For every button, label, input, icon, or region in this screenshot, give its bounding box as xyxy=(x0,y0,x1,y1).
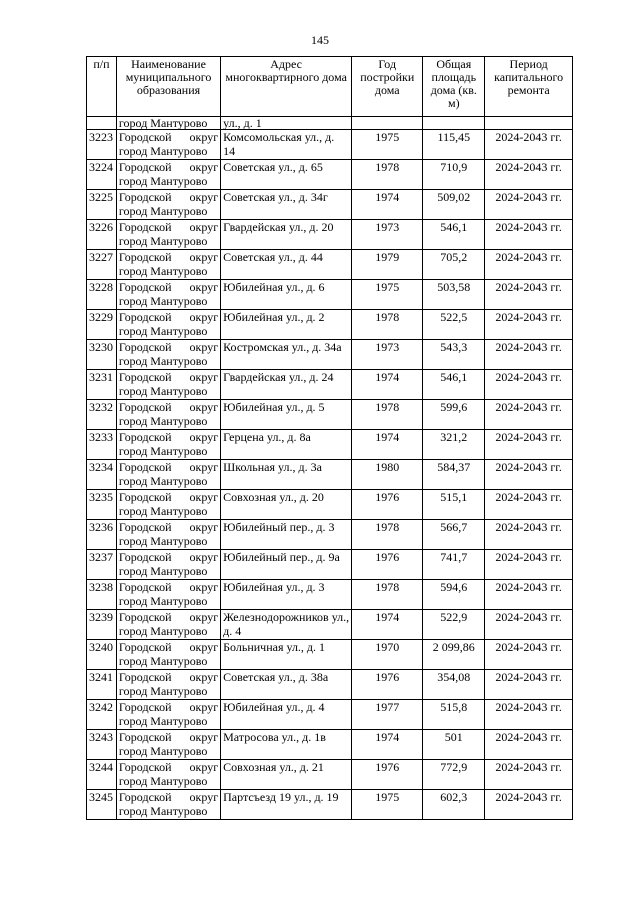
municipality-city: город Мантурово xyxy=(118,744,208,758)
row-number: 3228 xyxy=(87,280,117,310)
municipality-type xyxy=(119,670,218,684)
municipality-type-b: округ xyxy=(189,370,219,384)
construction-year: 1973 xyxy=(352,220,423,250)
municipality-type-b: округ xyxy=(189,310,219,324)
row-number: 3237 xyxy=(87,550,117,580)
municipality-type-b: округ xyxy=(189,220,219,234)
row-number: 3238 xyxy=(87,580,117,610)
row-number: 3243 xyxy=(87,730,117,760)
header-name: Наименование муниципального образования xyxy=(116,57,220,117)
table-row xyxy=(87,340,573,370)
building-address: Гвардейская ул., д. 24 xyxy=(221,370,352,400)
table-row xyxy=(87,760,573,790)
municipality-name xyxy=(116,250,220,280)
total-area: 501 xyxy=(423,730,485,760)
municipality-city: город Мантурово xyxy=(118,564,208,578)
municipality-type-a: Городской xyxy=(118,430,172,444)
municipality-type xyxy=(119,790,218,804)
construction-year: 1974 xyxy=(352,370,423,400)
municipality-type xyxy=(119,430,218,444)
table-row xyxy=(87,700,573,730)
total-area: 2 099,86 xyxy=(423,640,485,670)
municipality-city: город Мантурово xyxy=(118,714,208,728)
construction-year: 1978 xyxy=(352,520,423,550)
municipality-city: город Мантурово xyxy=(118,234,208,248)
municipality-type-b: округ xyxy=(189,610,219,624)
municipality-name xyxy=(116,310,220,340)
table-row xyxy=(87,550,573,580)
municipality-city: город Мантурово xyxy=(118,684,208,698)
table-row xyxy=(87,460,573,490)
row-number: 3235 xyxy=(87,490,117,520)
repair-period: 2024-2043 гг. xyxy=(485,370,573,400)
municipality-city: город Мантурово xyxy=(118,384,208,398)
municipality-type-a: Городской xyxy=(118,190,172,204)
table-row xyxy=(87,640,573,670)
repair-period: 2024-2043 гг. xyxy=(485,190,573,220)
municipality-name xyxy=(116,520,220,550)
table-row xyxy=(87,790,573,820)
repair-period: 2024-2043 гг. xyxy=(485,610,573,640)
municipality-type-b: округ xyxy=(189,640,219,654)
building-address: Советская ул., д. 38а xyxy=(221,670,352,700)
building-address: Юбилейная ул., д. 4 xyxy=(221,700,352,730)
municipality-type-b: округ xyxy=(189,490,219,504)
municipality-type-b: округ xyxy=(189,400,219,414)
municipality-type xyxy=(119,130,218,144)
municipality-city: город Мантурово xyxy=(118,534,208,548)
construction-year: 1974 xyxy=(352,730,423,760)
municipality-city: город Мантурово xyxy=(118,654,208,668)
municipality-name xyxy=(116,370,220,400)
repair-period: 2024-2043 гг. xyxy=(485,670,573,700)
construction-year: 1975 xyxy=(352,280,423,310)
municipality-name xyxy=(116,640,220,670)
continuation-name: город Мантурово xyxy=(116,117,220,130)
construction-year: 1976 xyxy=(352,490,423,520)
building-address: Партсъезд 19 ул., д. 19 xyxy=(221,790,352,820)
table-row xyxy=(87,430,573,460)
repair-period: 2024-2043 гг. xyxy=(485,310,573,340)
municipality-type xyxy=(119,760,218,774)
municipality-type-b: округ xyxy=(189,580,219,594)
continuation-year xyxy=(352,117,423,130)
total-area: 599,6 xyxy=(423,400,485,430)
total-area: 710,9 xyxy=(423,160,485,190)
repair-period: 2024-2043 гг. xyxy=(485,400,573,430)
municipality-type-b: округ xyxy=(189,760,219,774)
table-row xyxy=(87,310,573,340)
total-area: 354,08 xyxy=(423,670,485,700)
header-address: Адрес многоквартирного дома xyxy=(221,57,352,117)
repair-period: 2024-2043 гг. xyxy=(485,580,573,610)
header-area: Общая площадь дома (кв. м) xyxy=(423,57,485,117)
table-row xyxy=(87,280,573,310)
header-num: п/п xyxy=(87,57,117,117)
municipality-type xyxy=(119,400,218,414)
municipality-name xyxy=(116,340,220,370)
municipality-type xyxy=(119,550,218,564)
construction-year: 1974 xyxy=(352,430,423,460)
total-area: 522,5 xyxy=(423,310,485,340)
construction-year: 1976 xyxy=(352,550,423,580)
municipality-type xyxy=(119,460,218,474)
repair-period: 2024-2043 гг. xyxy=(485,550,573,580)
repair-period: 2024-2043 гг. xyxy=(485,790,573,820)
municipality-type-b: округ xyxy=(189,190,219,204)
table-header xyxy=(87,57,573,117)
municipality-city: город Мантурово xyxy=(118,144,208,158)
municipality-name xyxy=(116,580,220,610)
municipality-type-a: Городской xyxy=(118,640,172,654)
table-row xyxy=(87,730,573,760)
municipality-type xyxy=(119,340,218,354)
municipality-city: город Мантурово xyxy=(118,594,208,608)
total-area: 515,8 xyxy=(423,700,485,730)
table-row xyxy=(87,190,573,220)
building-address: Юбилейный пер., д. 9а xyxy=(221,550,352,580)
row-number: 3226 xyxy=(87,220,117,250)
municipality-type xyxy=(119,310,218,324)
continuation-num xyxy=(87,117,117,130)
continuation-area xyxy=(423,117,485,130)
row-number: 3224 xyxy=(87,160,117,190)
total-area: 321,2 xyxy=(423,430,485,460)
municipality-city: город Мантурово xyxy=(118,264,208,278)
header-period: Период капитального ремонта xyxy=(485,57,573,117)
building-address: Юбилейный пер., д. 3 xyxy=(221,520,352,550)
municipality-type xyxy=(119,640,218,654)
row-number: 3230 xyxy=(87,340,117,370)
total-area: 115,45 xyxy=(423,130,485,160)
total-area: 594,6 xyxy=(423,580,485,610)
building-address: Совхозная ул., д. 21 xyxy=(221,760,352,790)
total-area: 509,02 xyxy=(423,190,485,220)
repair-period: 2024-2043 гг. xyxy=(485,520,573,550)
construction-year: 1976 xyxy=(352,670,423,700)
construction-year: 1976 xyxy=(352,760,423,790)
municipality-name xyxy=(116,790,220,820)
building-address: Комсомольская ул., д. 14 xyxy=(221,130,352,160)
municipality-type xyxy=(119,730,218,744)
municipality-type xyxy=(119,700,218,714)
construction-year: 1978 xyxy=(352,160,423,190)
municipality-type-b: округ xyxy=(189,550,219,564)
construction-year: 1979 xyxy=(352,250,423,280)
table-row xyxy=(87,130,573,160)
building-address: Герцена ул., д. 8а xyxy=(221,430,352,460)
page-number: 145 xyxy=(311,33,329,47)
municipality-name xyxy=(116,280,220,310)
municipality-type xyxy=(119,610,218,624)
table-row xyxy=(87,160,573,190)
total-area: 546,1 xyxy=(423,370,485,400)
row-number: 3223 xyxy=(87,130,117,160)
municipality-city: город Мантурово xyxy=(118,324,208,338)
municipality-type-b: округ xyxy=(189,250,219,264)
table-row xyxy=(87,670,573,700)
table-row xyxy=(87,250,573,280)
table-row xyxy=(87,400,573,430)
building-address: Советская ул., д. 34г xyxy=(221,190,352,220)
repair-period: 2024-2043 гг. xyxy=(485,640,573,670)
municipality-type-a: Городской xyxy=(118,370,172,384)
construction-year: 1974 xyxy=(352,610,423,640)
row-number: 3225 xyxy=(87,190,117,220)
municipality-name xyxy=(116,400,220,430)
repair-period: 2024-2043 гг. xyxy=(485,250,573,280)
building-address: Гвардейская ул., д. 20 xyxy=(221,220,352,250)
construction-year: 1978 xyxy=(352,400,423,430)
municipality-type-a: Городской xyxy=(118,730,172,744)
municipality-city: город Мантурово xyxy=(118,414,208,428)
repair-period: 2024-2043 гг. xyxy=(485,490,573,520)
row-number: 3239 xyxy=(87,610,117,640)
table-row xyxy=(87,610,573,640)
municipality-name xyxy=(116,130,220,160)
row-number: 3227 xyxy=(87,250,117,280)
table-row xyxy=(87,580,573,610)
building-address: Матросова ул., д. 1в xyxy=(221,730,352,760)
municipality-city: город Мантурово xyxy=(118,504,208,518)
repair-period: 2024-2043 гг. xyxy=(485,220,573,250)
municipality-type-b: округ xyxy=(189,460,219,474)
municipality-city: город Мантурово xyxy=(118,294,208,308)
municipality-type xyxy=(119,370,218,384)
municipality-type xyxy=(119,190,218,204)
construction-year: 1975 xyxy=(352,130,423,160)
total-area: 515,1 xyxy=(423,490,485,520)
municipality-name xyxy=(116,220,220,250)
repair-period: 2024-2043 гг. xyxy=(485,340,573,370)
municipality-name xyxy=(116,610,220,640)
repair-period: 2024-2043 гг. xyxy=(485,460,573,490)
repair-period: 2024-2043 гг. xyxy=(485,700,573,730)
municipality-type-a: Городской xyxy=(118,250,172,264)
municipality-city: город Мантурово xyxy=(118,624,208,638)
municipality-type-a: Городской xyxy=(118,280,172,294)
municipality-type-b: округ xyxy=(189,340,219,354)
table-row xyxy=(87,520,573,550)
municipality-type-b: округ xyxy=(189,790,219,804)
municipality-type xyxy=(119,220,218,234)
repair-period: 2024-2043 гг. xyxy=(485,280,573,310)
table-row xyxy=(87,490,573,520)
row-number: 3231 xyxy=(87,370,117,400)
municipality-type-a: Городской xyxy=(118,550,172,564)
municipality-type-a: Городской xyxy=(118,490,172,504)
row-number: 3232 xyxy=(87,400,117,430)
municipality-type-a: Городской xyxy=(118,310,172,324)
continuation-period xyxy=(485,117,573,130)
total-area: 584,37 xyxy=(423,460,485,490)
municipality-type-b: округ xyxy=(189,160,219,174)
table-row xyxy=(87,220,573,250)
municipality-type-b: округ xyxy=(189,700,219,714)
building-address: Совхозная ул., д. 20 xyxy=(221,490,352,520)
building-address: Школьная ул., д. 3а xyxy=(221,460,352,490)
repair-period: 2024-2043 гг. xyxy=(485,760,573,790)
municipality-name xyxy=(116,670,220,700)
building-address: Костромская ул., д. 34а xyxy=(221,340,352,370)
repair-period: 2024-2043 гг. xyxy=(485,730,573,760)
municipality-city: город Мантурово xyxy=(118,774,208,788)
row-number: 3244 xyxy=(87,760,117,790)
municipality-type-a: Городской xyxy=(118,520,172,534)
total-area: 566,7 xyxy=(423,520,485,550)
row-number: 3233 xyxy=(87,430,117,460)
municipality-city: город Мантурово xyxy=(118,474,208,488)
municipality-type-b: округ xyxy=(189,520,219,534)
municipality-type-a: Городской xyxy=(118,460,172,474)
municipality-type-a: Городской xyxy=(118,700,172,714)
row-number: 3242 xyxy=(87,700,117,730)
construction-year: 1970 xyxy=(352,640,423,670)
municipality-type xyxy=(119,520,218,534)
municipality-name xyxy=(116,550,220,580)
construction-year: 1975 xyxy=(352,790,423,820)
construction-year: 1978 xyxy=(352,310,423,340)
construction-year: 1977 xyxy=(352,700,423,730)
municipality-city: город Мантурово xyxy=(118,444,208,458)
municipality-type-a: Городской xyxy=(118,160,172,174)
building-address: Юбилейная ул., д. 2 xyxy=(221,310,352,340)
municipality-type-a: Городской xyxy=(118,400,172,414)
municipality-type-b: округ xyxy=(189,280,219,294)
housing-registry-table xyxy=(86,56,573,820)
total-area: 543,3 xyxy=(423,340,485,370)
municipality-name xyxy=(116,430,220,460)
municipality-type xyxy=(119,580,218,594)
municipality-type-a: Городской xyxy=(118,130,172,144)
municipality-type-b: округ xyxy=(189,130,219,144)
row-number: 3240 xyxy=(87,640,117,670)
row-number: 3245 xyxy=(87,790,117,820)
row-number: 3234 xyxy=(87,460,117,490)
building-address: Советская ул., д. 44 xyxy=(221,250,352,280)
continuation-row xyxy=(87,117,573,130)
total-area: 503,58 xyxy=(423,280,485,310)
municipality-type-a: Городской xyxy=(118,610,172,624)
header-year: Год постройки дома xyxy=(352,57,423,117)
municipality-type-b: округ xyxy=(189,730,219,744)
row-number: 3229 xyxy=(87,310,117,340)
repair-period: 2024-2043 гг. xyxy=(485,130,573,160)
row-number: 3241 xyxy=(87,670,117,700)
building-address: Больничная ул., д. 1 xyxy=(221,640,352,670)
building-address: Юбилейная ул., д. 6 xyxy=(221,280,352,310)
municipality-type-a: Городской xyxy=(118,580,172,594)
municipality-city: город Мантурово xyxy=(118,204,208,218)
municipality-type xyxy=(119,160,218,174)
municipality-type xyxy=(119,490,218,504)
total-area: 546,1 xyxy=(423,220,485,250)
municipality-name xyxy=(116,760,220,790)
repair-period: 2024-2043 гг. xyxy=(485,160,573,190)
construction-year: 1974 xyxy=(352,190,423,220)
municipality-name xyxy=(116,700,220,730)
municipality-type xyxy=(119,250,218,264)
municipality-type-a: Городской xyxy=(118,670,172,684)
municipality-type xyxy=(119,280,218,294)
municipality-name xyxy=(116,460,220,490)
construction-year: 1980 xyxy=(352,460,423,490)
municipality-type-b: округ xyxy=(189,430,219,444)
building-address: Юбилейная ул., д. 3 xyxy=(221,580,352,610)
total-area: 741,7 xyxy=(423,550,485,580)
municipality-type-a: Городской xyxy=(118,790,172,804)
table-body xyxy=(87,117,573,820)
total-area: 602,3 xyxy=(423,790,485,820)
municipality-city: город Мантурово xyxy=(118,174,208,188)
construction-year: 1973 xyxy=(352,340,423,370)
building-address: Железнодорожников ул., д. 4 xyxy=(221,610,352,640)
municipality-city: город Мантурово xyxy=(118,354,208,368)
table-row xyxy=(87,370,573,400)
total-area: 705,2 xyxy=(423,250,485,280)
municipality-city: город Мантурово xyxy=(118,804,208,818)
continuation-address: ул., д. 1 xyxy=(221,117,352,130)
building-address: Юбилейная ул., д. 5 xyxy=(221,400,352,430)
municipality-type-a: Городской xyxy=(118,340,172,354)
municipality-type-a: Городской xyxy=(118,760,172,774)
municipality-name xyxy=(116,160,220,190)
construction-year: 1978 xyxy=(352,580,423,610)
row-number: 3236 xyxy=(87,520,117,550)
municipality-name xyxy=(116,190,220,220)
total-area: 522,9 xyxy=(423,610,485,640)
total-area: 772,9 xyxy=(423,760,485,790)
municipality-name xyxy=(116,490,220,520)
building-address: Советская ул., д. 65 xyxy=(221,160,352,190)
municipality-type-a: Городской xyxy=(118,220,172,234)
municipality-type-b: округ xyxy=(189,670,219,684)
municipality-name xyxy=(116,730,220,760)
repair-period: 2024-2043 гг. xyxy=(485,430,573,460)
